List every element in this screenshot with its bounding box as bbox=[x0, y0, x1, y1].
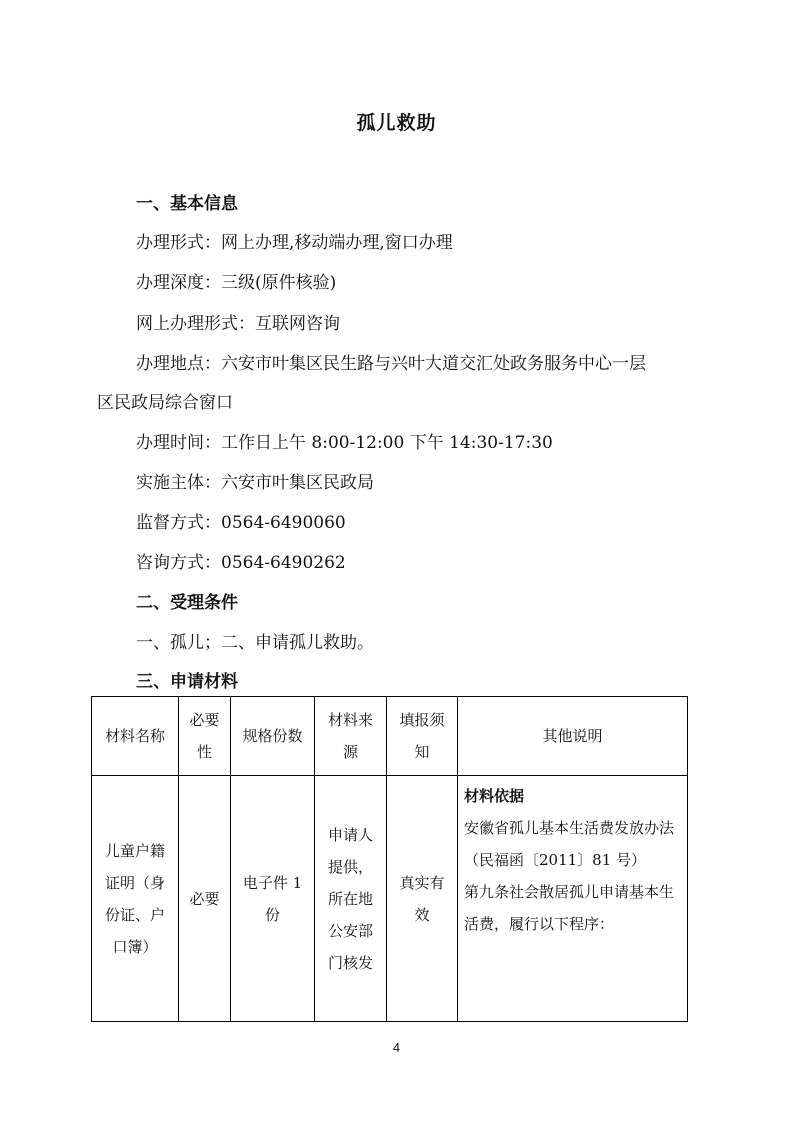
cell-source: 申请人提供，所在地公安部门核发 bbox=[315, 776, 387, 1022]
table-header-row bbox=[92, 697, 688, 776]
cell-fill-note: 真实有效 bbox=[387, 776, 458, 1022]
table-row bbox=[92, 776, 688, 1022]
info-online-form: 网上办理形式：互联网咨询 bbox=[136, 314, 340, 334]
material-basis-line1: 安徽省孤儿基本生活费发放办法 bbox=[464, 819, 675, 837]
page-title: 孤儿救助 bbox=[356, 112, 437, 134]
info-handling-depth: 办理深度：三级(原件核验) bbox=[136, 273, 337, 293]
cell-required: 必要 bbox=[179, 776, 231, 1022]
info-location-line1: 办理地点：六安市叶集区民生路与兴叶大道交汇处政务服务中心一层 bbox=[136, 354, 646, 374]
header-spec: 规格份数 bbox=[231, 697, 315, 776]
info-hours: 办理时间：工作日上午 8:00-12:00 下午 14:30-17:30 bbox=[136, 433, 553, 453]
header-other: 其他说明 bbox=[458, 697, 688, 776]
cell-spec: 电子件 1 份 bbox=[231, 776, 315, 1022]
section-conditions-heading: 二、受理条件 bbox=[136, 593, 238, 613]
header-source: 材料来源 bbox=[315, 697, 387, 776]
info-location-line2: 区民政局综合窗口 bbox=[97, 393, 233, 413]
info-handling-form: 办理形式：网上办理,移动端办理,窗口办理 bbox=[136, 233, 453, 253]
section-basic-info-heading: 一、基本信息 bbox=[136, 194, 238, 214]
cell-other bbox=[458, 776, 688, 1022]
materials-table bbox=[91, 696, 688, 1022]
header-required: 必要性 bbox=[179, 697, 231, 776]
info-supervision-phone: 监督方式：0564-6490060 bbox=[136, 513, 346, 533]
material-basis-title: 材料依据 bbox=[464, 787, 525, 805]
conditions-text: 一、孤儿；二、申请孤儿救助。 bbox=[136, 633, 374, 653]
material-basis-line3: 第九条社会散居孤儿申请基本生活费，履行以下程序： bbox=[464, 883, 675, 933]
header-material-name: 材料名称 bbox=[92, 697, 179, 776]
cell-material-name: 儿童户籍证明（身份证、户口簿） bbox=[92, 776, 179, 1022]
info-authority: 实施主体：六安市叶集区民政局 bbox=[136, 473, 374, 493]
section-materials-heading: 三、申请材料 bbox=[136, 672, 238, 692]
material-basis-line2: （民福函〔2011〕81 号） bbox=[464, 851, 647, 869]
info-consultation-phone: 咨询方式：0564-6490262 bbox=[136, 553, 346, 573]
header-fill-note: 填报须知 bbox=[387, 697, 458, 776]
page-number: 4 bbox=[392, 1040, 401, 1055]
